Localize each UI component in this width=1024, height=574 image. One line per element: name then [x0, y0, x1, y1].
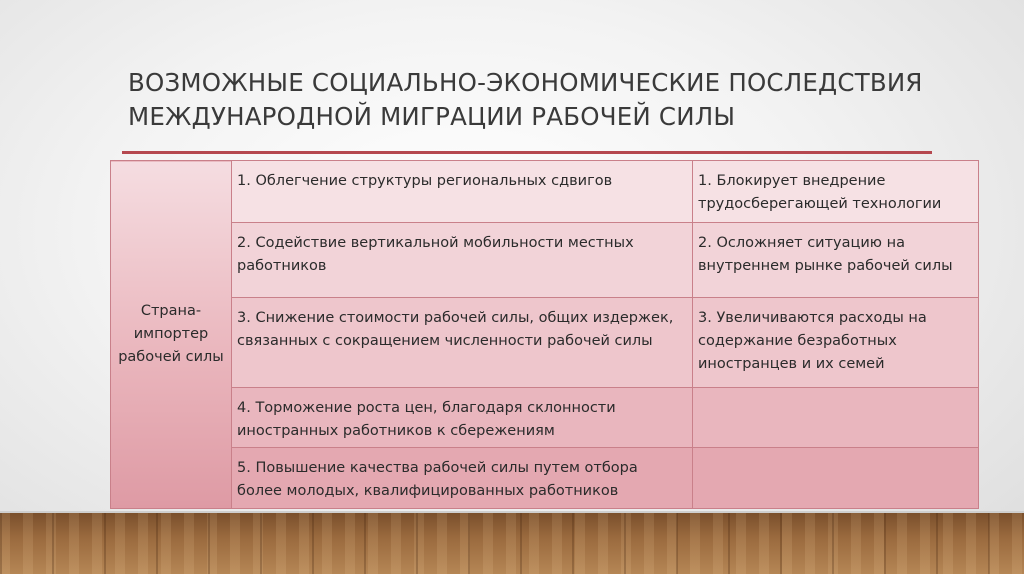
country-cell: Страна-импортер рабочей силы — [111, 161, 232, 509]
positive-effect-cell: 3. Снижение стоимости рабочей силы, общих издержек, связанных с сокращением численности рабочей силы — [232, 298, 693, 388]
table-row — [111, 388, 979, 448]
consequences-table — [110, 160, 979, 509]
positive-effect-cell: 5. Повышение качества рабочей силы путем отбора более молодых, квалифицированных работников — [232, 448, 693, 509]
slide-title: ВОЗМОЖНЫЕ СОЦИАЛЬНО-ЭКОНОМИЧЕСКИЕ ПОСЛЕДСТВИЯ МЕЖДУНАРОДНОЙ МИГРАЦИИ РАБОЧЕЙ СИЛЫ — [128, 68, 923, 131]
table-row — [111, 448, 979, 509]
negative-effect-cell — [693, 388, 979, 448]
positive-effect-cell: 1. Облегчение структуры региональных сдвигов — [232, 161, 693, 223]
negative-effect-cell: 1. Блокирует внедрение трудосберегающей технологии — [693, 161, 979, 223]
wooden-floor — [0, 513, 1024, 574]
negative-effect-cell: 2. Осложняет ситуацию на внутреннем рынке рабочей силы — [693, 223, 979, 298]
title-underline — [122, 151, 932, 154]
table-row — [111, 161, 979, 223]
table-row — [111, 298, 979, 388]
positive-effect-cell: 4. Торможение роста цен, благодаря склонности иностранных работников к сбережениям — [232, 388, 693, 448]
positive-effect-cell: 2. Содействие вертикальной мобильности местных работников — [232, 223, 693, 298]
negative-effect-cell — [693, 448, 979, 509]
negative-effect-cell: 3. Увеличиваются расходы на содержание безработных иностранцев и их семей — [693, 298, 979, 388]
table-row — [111, 223, 979, 298]
